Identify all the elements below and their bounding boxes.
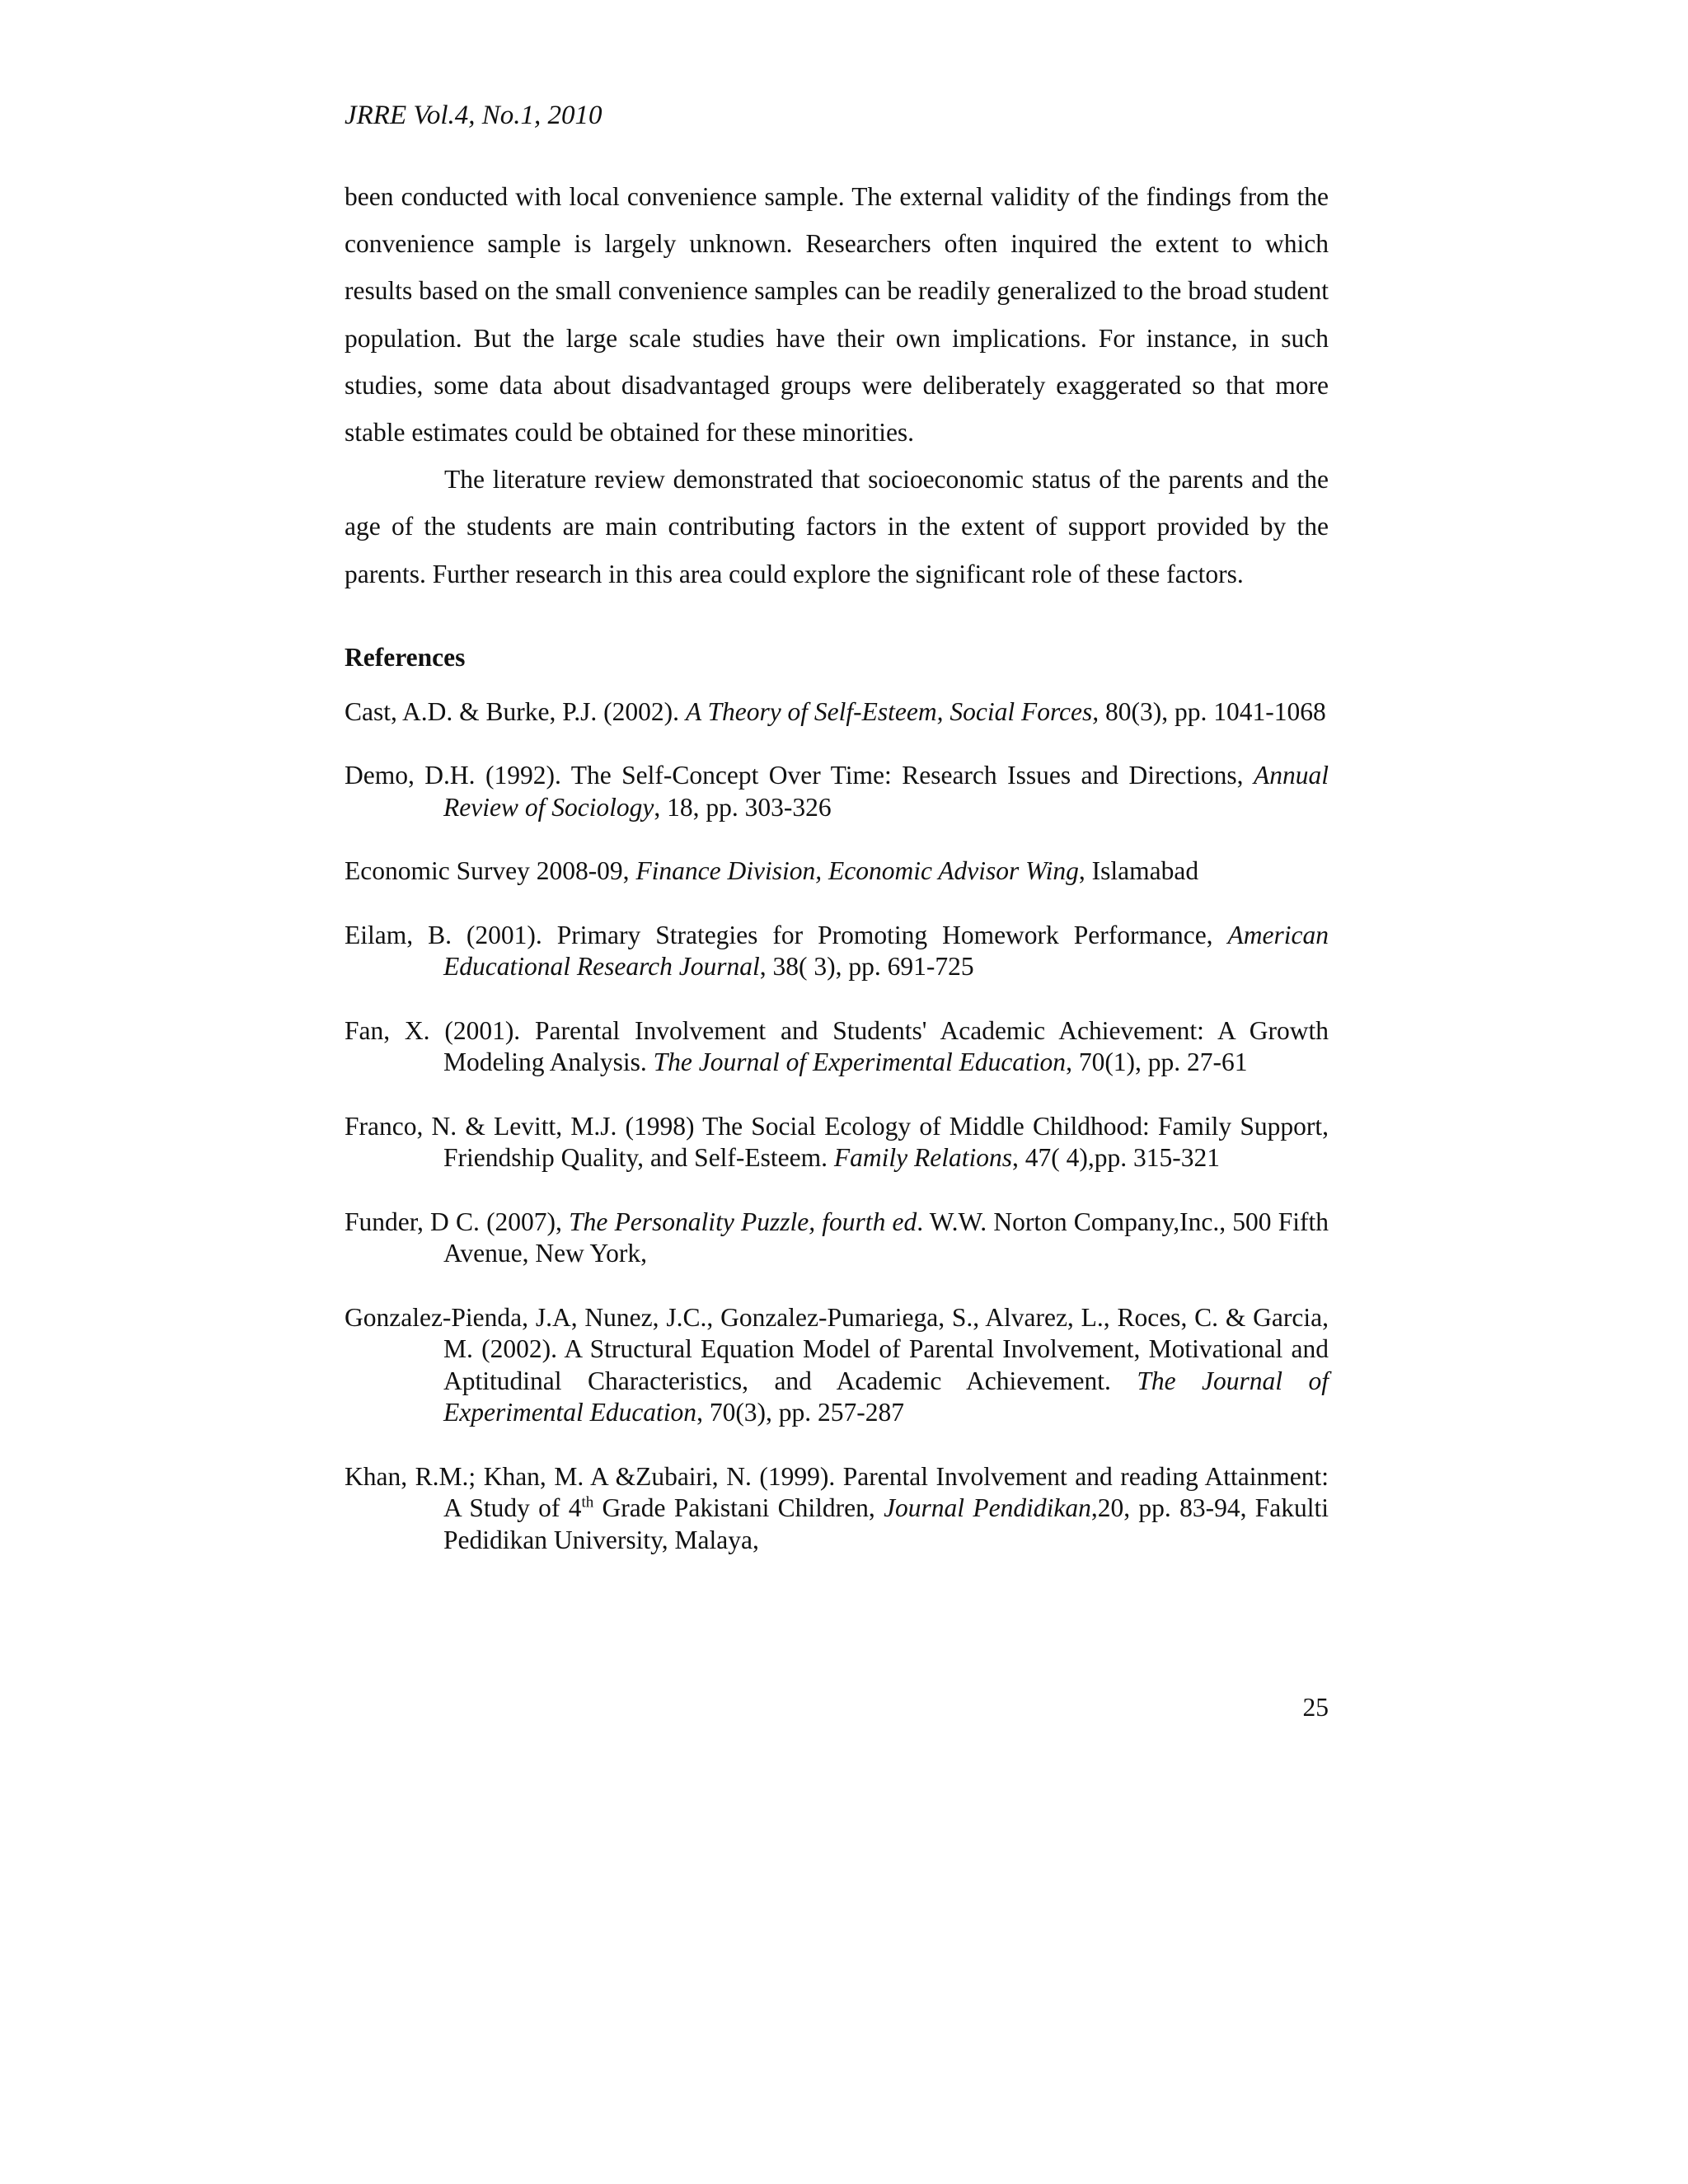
running-header: JRRE Vol.4, No.1, 2010 — [345, 101, 603, 130]
reference-source: The Personality Puzzle, fourth ed — [569, 1207, 917, 1236]
reference-text: Demo, D.H. (1992). The Self-Concept Over Time: Research Issues and Directions, — [345, 761, 1254, 790]
references-heading: References — [345, 642, 466, 672]
reference-source: American Educational Research Journal — [443, 920, 1329, 982]
reference-item — [345, 696, 1329, 729]
reference-text: Cast, A.D. & Burke, P.J. (2002). — [345, 696, 686, 726]
reference-text: Economic Survey 2008-09, — [345, 856, 636, 886]
reference-source: The Journal of Experimental Education — [443, 1366, 1329, 1427]
body-paragraph-continued: been conducted with local convenience sample. The external validity of the findings from the convenience sample is largely unknown. Researchers often inquired the extent to which results based on the small convenience samples can be readily generalized to the broad student population. But the large scale studies have their own implications. For instance, in such studies, some data about disadvantaged groups were deliberately exaggerated so that more stable estimates could be obtained for these minorities. — [345, 182, 1329, 448]
reference-item — [345, 1111, 1329, 1174]
reference-source: Annual Review of Sociology — [443, 761, 1329, 822]
reference-item — [345, 1015, 1329, 1079]
reference-source: The Journal of Experimental Education — [653, 1047, 1067, 1077]
reference-item — [345, 855, 1329, 888]
reference-source: A Theory of Self-Esteem, Social Forces, — [685, 696, 1100, 726]
reference-item — [345, 1461, 1329, 1557]
reference-text: Fan, X. (2001). Parental Involvement and Students' Academic Achievement: A Growth Modeling Analysis. — [345, 1015, 1329, 1077]
reference-item — [345, 1302, 1329, 1429]
reference-text: Khan, R.M.; Khan, M. A &Zubairi, N. (1999). Parental Involvement and reading Attainment: A Study of 4 — [345, 1461, 1329, 1523]
text-block — [345, 173, 1329, 1588]
reference-text-continued: Grade Pakistani Children, — [593, 1493, 884, 1523]
reference-source: Finance Division, Economic Advisor Wing — [635, 856, 1079, 886]
reference-item — [345, 1207, 1329, 1270]
reference-details: , 38( 3), pp. 691-725 — [759, 952, 974, 982]
reference-details: , 18, pp. 303-326 — [654, 792, 832, 822]
reference-item — [345, 920, 1329, 983]
reference-source: Family Relations — [833, 1143, 1012, 1173]
reference-details: , 70(1), pp. 27-61 — [1066, 1047, 1248, 1077]
reference-details: ,20, pp. 83-94, Fakulti Pedidikan University, Malaya, — [443, 1493, 1329, 1554]
reference-text: Funder, D C. (2007), — [345, 1207, 570, 1236]
reference-list — [345, 696, 1329, 1557]
page-number: 25 — [1302, 1693, 1329, 1722]
superscript-ordinal: th — [581, 1493, 594, 1511]
reference-item — [345, 760, 1329, 823]
reference-details: . W.W. Norton Company,Inc., 500 Fifth Avenue, New York, — [443, 1207, 1329, 1268]
reference-details: , 47( 4),pp. 315-321 — [1011, 1143, 1220, 1173]
reference-details: , Islamabad — [1078, 856, 1199, 886]
reference-source: Journal Pendidikan — [884, 1493, 1091, 1523]
reference-text: Gonzalez-Pienda, J.A, Nunez, J.C., Gonzalez-Pumariega, S., Alvarez, L., Roces, C. & Garcia, M. (2002). A Structural Equation Model of Parental Involvement, Motivational and Aptitudinal Characteristics, and Academic Achievement. — [345, 1302, 1329, 1395]
reference-text: Franco, N. & Levitt, M.J. (1998) The Social Ecology of Middle Childhood: Family Support, Friendship Quality, and Self-Esteem. — [345, 1111, 1329, 1173]
reference-details: , 70(3), pp. 257-287 — [696, 1398, 905, 1427]
body-paragraph-conclusion: The literature review demonstrated that socioeconomic status of the parents and the age of the students are main contributing factors in the extent of support provided by the parents. Further research in this area could explore the significant role of these factors. — [345, 465, 1329, 588]
reference-details: 80(3), pp. 1041-1068 — [1099, 696, 1326, 726]
reference-text: Eilam, B. (2001). Primary Strategies for Promoting Homework Performance, — [345, 920, 1228, 949]
